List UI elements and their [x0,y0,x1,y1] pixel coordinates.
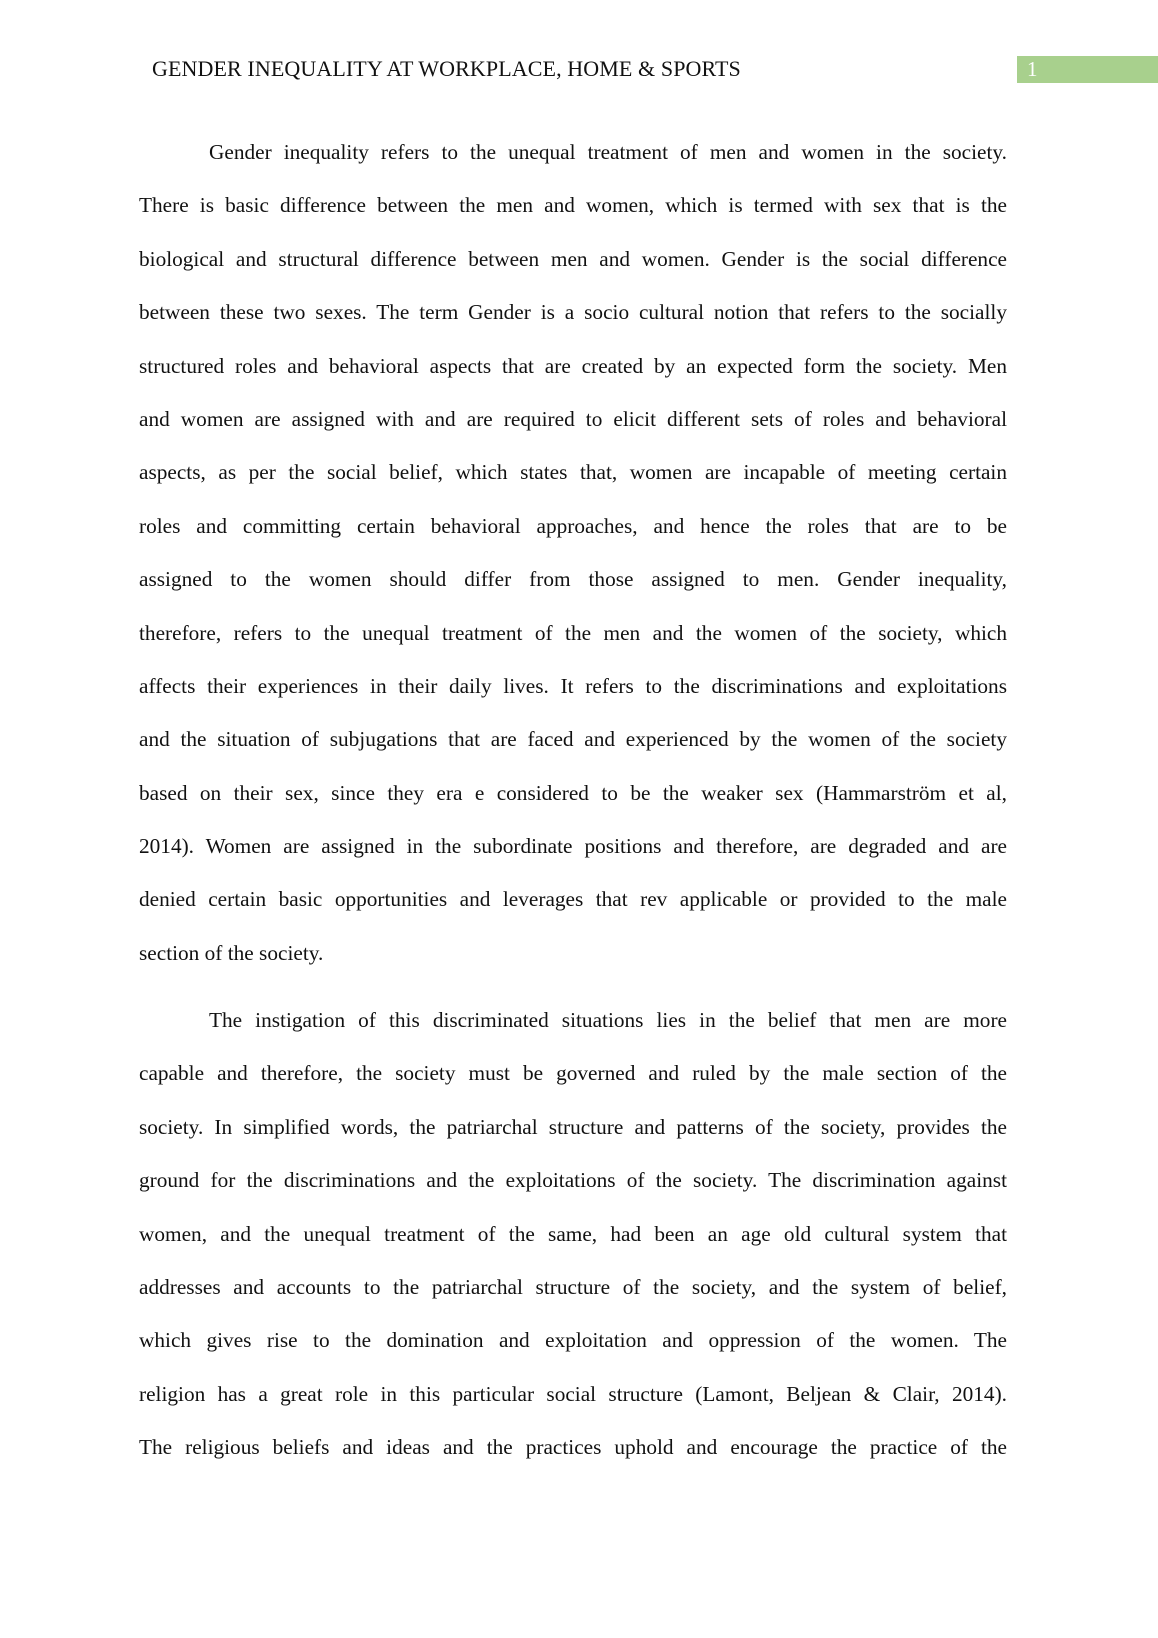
text-line: capable and therefore, the society must be governed and ruled by the male section of the [139,1061,1007,1086]
text-line: roles and committing certain behavioral approaches, and hence the roles that are to be [139,513,1007,538]
text-line: The instigation of this discriminated situations lies in the belief that men are more [209,1008,1007,1032]
text-line: addresses and accounts to the patriarchal structure of the society, and the system of belief, [139,1274,1007,1299]
text-line: structured roles and behavioral aspects that are created by an expected form the society. Men [139,353,1007,378]
paragraph-2 [139,994,1007,1475]
text-line: society. In simplified words, the patriarchal structure and patterns of the society, provides the [139,1114,1007,1139]
text-line: women, and the unequal treatment of the same, had been an age old cultural system that [139,1221,1007,1246]
text-line: affects their experiences in their daily lives. It refers to the discriminations and exploitations [139,673,1007,698]
text-line: Gender inequality refers to the unequal treatment of men and women in the society. [209,140,1007,164]
text-line: therefore, refers to the unequal treatment of the men and the women of the society, which [139,620,1007,645]
text-line: between these two sexes. The term Gender is a socio cultural notion that refers to the socially [139,300,1007,325]
text-line: biological and structural difference between men and women. Gender is the social difference [139,246,1007,271]
text-line: There is basic difference between the men and women, which is termed with sex that is the [139,193,1007,218]
text-line: aspects, as per the social belief, which states that, women are incapable of meeting certain [139,460,1007,485]
page-number: 1 [1017,56,1158,83]
text-line: assigned to the women should differ from those assigned to men. Gender inequality, [139,567,1007,592]
text-line: The religious beliefs and ideas and the practices uphold and encourage the practice of the [139,1435,1007,1460]
text-line: section of the society. [139,940,324,965]
running-header-title: GENDER INEQUALITY AT WORKPLACE, HOME & SPORTS [152,56,741,81]
text-line: based on their sex, since they era e considered to be the weaker sex (Hammarström et al, [139,780,1007,805]
text-line: and women are assigned with and are required to elicit different sets of roles and behavioral [139,406,1007,431]
text-line: ground for the discriminations and the exploitations of the society. The discrimination against [139,1168,1007,1193]
text-line: denied certain basic opportunities and leverages that rev applicable or provided to the male [139,887,1007,912]
text-line: which gives rise to the domination and exploitation and oppression of the women. The [139,1328,1007,1353]
paragraph-1 [139,126,1007,980]
text-line: and the situation of subjugations that are faced and experienced by the women of the society [139,727,1007,752]
text-line: religion has a great role in this particular social structure (Lamont, Beljean & Clair, 2014). [139,1381,1007,1406]
text-line: 2014). Women are assigned in the subordinate positions and therefore, are degraded and are [139,834,1007,859]
